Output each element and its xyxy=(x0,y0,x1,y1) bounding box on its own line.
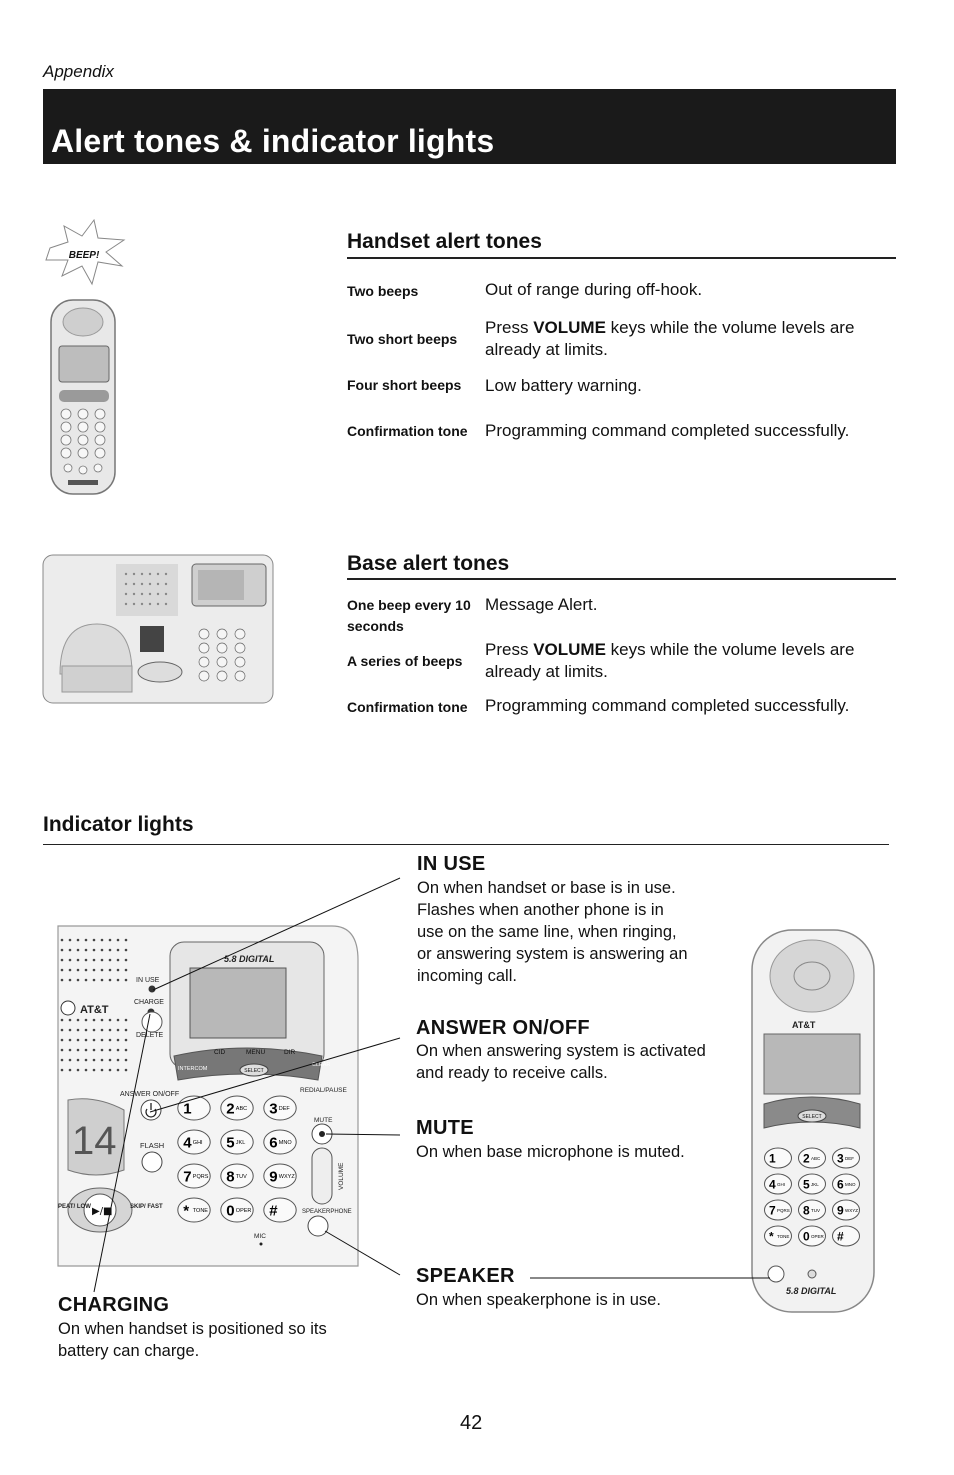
dir-label: DIR xyxy=(284,1049,296,1056)
svg-text:5: 5 xyxy=(803,1177,810,1192)
svg-text:TUV: TUV xyxy=(811,1207,820,1213)
volume-label: VOLUME xyxy=(338,1162,345,1190)
svg-text:JKL: JKL xyxy=(811,1181,819,1187)
svg-text:▶/■: ▶/■ xyxy=(92,1206,113,1217)
svg-text:9: 9 xyxy=(269,1168,278,1186)
digital-logo: 5.8 DIGITAL xyxy=(224,954,275,964)
beep-label: BEEP! xyxy=(68,250,100,261)
svg-text:ABC: ABC xyxy=(235,1106,248,1113)
in-use-body: On when handset or base is in use. Flashes when another phone is in use on the same line, when ringing, or answering system is answering an incoming call. xyxy=(417,879,688,985)
answer-body: On when answering system is activated and ready to receive calls. xyxy=(416,1042,706,1082)
tone-name: Two short beeps xyxy=(347,331,458,347)
svg-text:DEF: DEF xyxy=(278,1106,290,1113)
svg-text:8: 8 xyxy=(226,1168,235,1186)
svg-text:0: 0 xyxy=(226,1202,235,1220)
handset-alert-heading: Handset alert tones xyxy=(347,230,542,253)
mute-label: MUTE xyxy=(314,1117,333,1124)
speaker-body: On when speakerphone is in use. xyxy=(416,1291,661,1309)
speakerphone-label: SPEAKERPHONE xyxy=(302,1209,352,1215)
svg-text:8: 8 xyxy=(803,1203,810,1218)
svg-text:WXYZ: WXYZ xyxy=(278,1174,295,1181)
redial-label: REDIAL/PAUSE xyxy=(300,1087,347,1094)
svg-text:DEF: DEF xyxy=(845,1155,854,1161)
tone-name: One beep every 10 seconds xyxy=(347,597,471,634)
svg-text:1: 1 xyxy=(769,1151,776,1166)
tone-desc: Programming command completed successfully. xyxy=(485,696,850,715)
repeat-label: PEAT/ LOW xyxy=(58,1204,91,1210)
cid-label: CID xyxy=(214,1049,226,1056)
intercom-label: INTERCOM xyxy=(178,1066,208,1072)
svg-text:*: * xyxy=(769,1229,774,1244)
svg-text:3: 3 xyxy=(837,1151,844,1166)
mute-body: On when base microphone is muted. xyxy=(416,1143,685,1161)
tone-desc: Out of range during off-hook. xyxy=(485,280,703,299)
tone-name: Two beeps xyxy=(347,283,419,299)
menu-label: MENU xyxy=(246,1049,266,1056)
indicator-heading: Indicator lights xyxy=(43,813,194,836)
svg-text:GHI: GHI xyxy=(192,1140,203,1147)
flash-label: FLASH xyxy=(140,1141,165,1150)
svg-text:PQRS: PQRS xyxy=(192,1174,209,1181)
svg-text:9: 9 xyxy=(837,1203,844,1218)
svg-text:TUV: TUV xyxy=(235,1174,247,1181)
section-label: Appendix xyxy=(43,62,114,81)
svg-text:WXYZ: WXYZ xyxy=(845,1207,858,1213)
in-use-title: IN USE xyxy=(417,853,486,875)
answer-title: ANSWER ON/OFF xyxy=(416,1017,590,1039)
svg-text:PQRS: PQRS xyxy=(777,1207,790,1213)
tone-name: Confirmation tone xyxy=(347,423,468,439)
svg-text:TONE: TONE xyxy=(192,1208,208,1215)
handset-brand: AT&T xyxy=(792,1020,816,1030)
skip-label: SKIP/ FAST xyxy=(130,1204,163,1210)
tone-name: A series of beeps xyxy=(347,653,463,669)
svg-text:4: 4 xyxy=(769,1177,776,1192)
charging-title: CHARGING xyxy=(58,1294,170,1316)
page-number: 42 xyxy=(460,1412,483,1434)
svg-text:#: # xyxy=(269,1202,278,1220)
select-label: SELECT xyxy=(244,1068,264,1074)
tone-desc: Press VOLUME keys while the volume levels are already at limits. xyxy=(485,318,855,359)
svg-text:0: 0 xyxy=(803,1229,810,1244)
svg-text:#: # xyxy=(837,1229,844,1244)
handset-select: SELECT xyxy=(802,1114,822,1120)
charge-label: CHARGE xyxy=(134,999,164,1006)
tone-desc: Programming command completed successfully. xyxy=(485,421,850,440)
tone-name: Confirmation tone xyxy=(347,699,468,715)
tone-name: Four short beeps xyxy=(347,377,462,393)
svg-text:OPER: OPER xyxy=(235,1208,252,1215)
answer-label: ANSWER ON/OFF xyxy=(120,1091,180,1098)
svg-text:2: 2 xyxy=(226,1100,235,1118)
handset-digital-logo: 5.8 DIGITAL xyxy=(786,1286,837,1296)
tone-desc: Low battery warning. xyxy=(485,376,642,395)
mic-label: MIC xyxy=(254,1233,266,1240)
svg-text:*: * xyxy=(183,1202,190,1220)
svg-text:MNO: MNO xyxy=(278,1140,292,1147)
svg-text:TONE: TONE xyxy=(777,1233,790,1239)
svg-text:6: 6 xyxy=(837,1177,844,1192)
charging-body: On when handset is positioned so its battery can charge. xyxy=(58,1320,327,1360)
svg-text:1: 1 xyxy=(183,1100,192,1118)
base-alert-heading: Base alert tones xyxy=(347,552,510,575)
svg-text:3: 3 xyxy=(269,1100,278,1118)
tone-desc: Message Alert. xyxy=(485,595,598,614)
svg-text:4: 4 xyxy=(183,1134,192,1152)
in-use-label: IN USE xyxy=(136,977,160,984)
svg-text:7: 7 xyxy=(769,1203,776,1218)
message-counter: 14 xyxy=(72,1119,117,1163)
delete-label: DELETE xyxy=(136,1032,164,1039)
tone-desc: Press VOLUME keys while the volume levels are already at limits. xyxy=(485,640,855,681)
svg-text:6: 6 xyxy=(269,1134,278,1152)
brand-logo: AT&T xyxy=(80,1004,109,1016)
svg-text:MNO: MNO xyxy=(845,1181,856,1187)
clear-label: CLEAR xyxy=(312,1062,331,1068)
mute-title: MUTE xyxy=(416,1117,474,1139)
svg-text:JKL: JKL xyxy=(235,1140,246,1147)
svg-text:ABC: ABC xyxy=(811,1155,821,1161)
svg-text:2: 2 xyxy=(803,1151,810,1166)
svg-text:7: 7 xyxy=(183,1168,192,1186)
svg-text:GHI: GHI xyxy=(777,1181,786,1187)
page-title: Alert tones & indicator lights xyxy=(51,123,495,159)
svg-text:OPER: OPER xyxy=(811,1233,824,1239)
svg-text:5: 5 xyxy=(226,1134,235,1152)
speaker-title: SPEAKER xyxy=(416,1265,515,1287)
